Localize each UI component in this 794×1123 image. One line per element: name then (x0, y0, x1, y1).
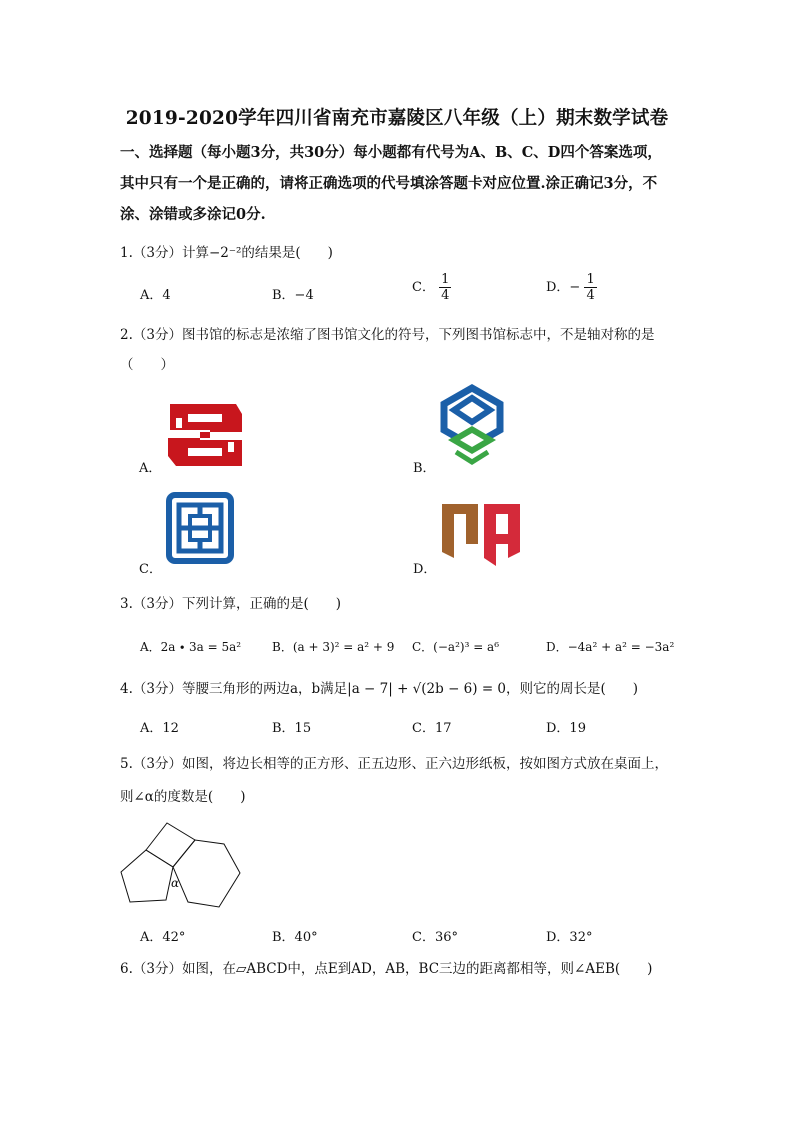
fraction-denominator: 4 (441, 288, 450, 303)
q1-option-a: A．4 (140, 288, 171, 303)
q1-option-c-fraction (439, 272, 451, 303)
q5-option-d: D．32° (546, 930, 593, 945)
question-6-stem: 6.（3分）如图，在▱ABCD中，点E到AD，AB，BC三边的距离都相等，则∠AEB( ) (120, 961, 653, 977)
library-logo-a-icon (166, 402, 244, 468)
polygon-figure (118, 820, 244, 912)
q4-option-a: A．12 (140, 721, 179, 736)
section-instructions: 一、选择题（每小题3分，共30分）每小题都有代号为A、B、C、D四个答案选项，其中只有一个是正确的，请将正确选项的代号填涂答题卡对应位置.涂正确记3分，不涂、涂错或多涂记0分. (120, 144, 662, 223)
q3-option-d: D．−4a² + a² = −3a² (546, 640, 675, 654)
q1-option-d (546, 272, 597, 303)
q2-option-d-label: D． (413, 562, 437, 577)
question-2-stem: 2.（3分）图书馆的标志是浓缩了图书馆文化的符号，下列图书馆标志中，不是轴对称的是（ ） (120, 327, 655, 373)
fraction-numerator: 1 (441, 272, 450, 287)
library-logo-b-icon (440, 386, 504, 466)
q3-option-a: A．2a ∙ 3a = 5a² (140, 640, 242, 654)
q1-option-d-fraction (584, 272, 596, 303)
q4-option-d: D．19 (546, 721, 586, 736)
q5-option-b: B．40° (272, 930, 318, 945)
q2-option-a-label: A． (139, 461, 162, 476)
question-1-stem: 1.（3分）计算−2⁻²的结果是( ) (120, 245, 333, 261)
angle-alpha-label: α (171, 876, 180, 890)
q4-option-b: B．15 (272, 721, 312, 736)
q1-option-b: B．−4 (272, 288, 314, 303)
q5-option-a: A．42° (140, 930, 186, 945)
q3-option-c: C．(−a²)³ = a⁶ (412, 640, 500, 654)
library-logo-d-icon (440, 500, 522, 568)
question-4-stem: 4.（3分）等腰三角形的两边a，b满足|a − 7| + √(2b − 6) = 0，则它的周长是( ) (120, 681, 639, 697)
q1-option-d-label: D．− (546, 280, 581, 295)
q3-option-b: B．(a + 3)² = a² + 9 (272, 640, 395, 654)
library-logo-c-icon (166, 492, 234, 564)
q2-option-b-label: B． (413, 461, 436, 476)
q1-option-c (412, 272, 451, 303)
q2-option-c-label: C． (139, 562, 162, 577)
page-title: 2019-2020学年四川省南充市嘉陵区八年级（上）期末数学试卷 (125, 108, 669, 129)
q1-option-c-label: C． (412, 280, 435, 295)
q5-option-c: C．36° (412, 930, 458, 945)
q4-option-c: C．17 (412, 721, 452, 736)
question-5-stem: 5.（3分）如图，将边长相等的正方形、正五边形、正六边形纸板，按如图方式放在桌面上，则∠α的度数是( ) (120, 756, 668, 805)
fraction-numerator: 1 (586, 272, 595, 287)
fraction-denominator: 4 (586, 288, 595, 303)
question-3-stem: 3.（3分）下列计算，正确的是( ) (120, 596, 342, 612)
